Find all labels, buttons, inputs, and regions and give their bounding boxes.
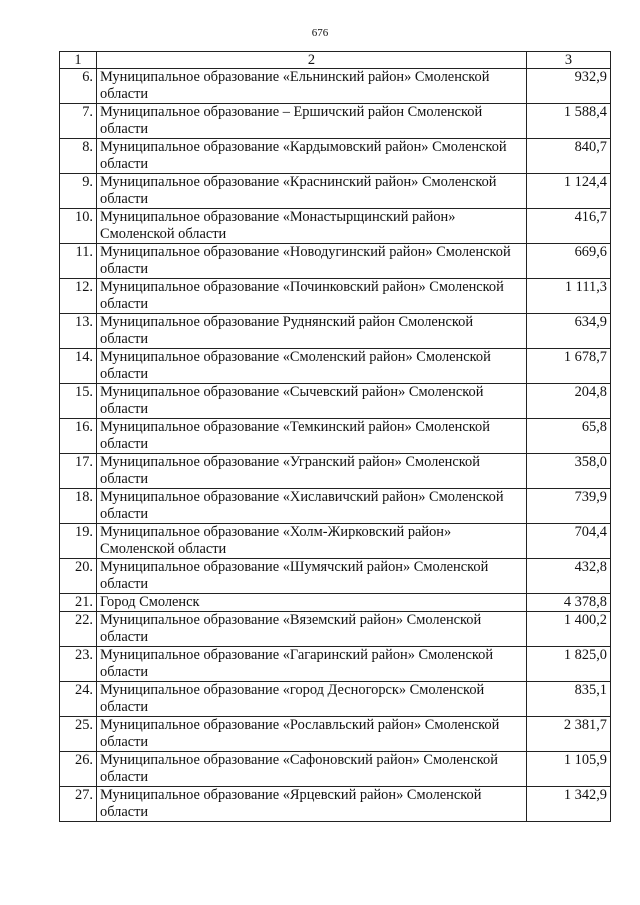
row-number: 25. <box>60 717 97 752</box>
amount-value: 1 400,2 <box>527 612 611 647</box>
table-row <box>60 454 611 489</box>
budget-table <box>59 51 611 822</box>
municipality-name: Муниципальное образование «Рославльский район» Смоленской области <box>97 717 527 752</box>
municipality-name: Муниципальное образование «Темкинский район» Смоленской области <box>97 419 527 454</box>
amount-value: 204,8 <box>527 384 611 419</box>
amount-value: 1 342,9 <box>527 787 611 822</box>
row-number: 8. <box>60 139 97 174</box>
table-row <box>60 174 611 209</box>
table-row <box>60 69 611 104</box>
row-number: 23. <box>60 647 97 682</box>
row-number: 10. <box>60 209 97 244</box>
municipality-name: Муниципальное образование «Угранский район» Смоленской области <box>97 454 527 489</box>
table-row <box>60 139 611 174</box>
table-row <box>60 752 611 787</box>
column-header-1: 1 <box>60 52 97 69</box>
municipality-name: Муниципальное образование Руднянский район Смоленской области <box>97 314 527 349</box>
municipality-name: Муниципальное образование «Новодугинский район» Смоленской области <box>97 244 527 279</box>
table-row <box>60 209 611 244</box>
header-row <box>60 52 611 69</box>
amount-value: 358,0 <box>527 454 611 489</box>
municipality-name: Муниципальное образование «Хиславичский район» Смоленской области <box>97 489 527 524</box>
municipality-name: Муниципальное образование «Монастырщинский район» Смоленской области <box>97 209 527 244</box>
table-row <box>60 279 611 314</box>
amount-value: 2 381,7 <box>527 717 611 752</box>
table-row <box>60 104 611 139</box>
table-row <box>60 314 611 349</box>
municipality-name: Муниципальное образование «Краснинский район» Смоленской области <box>97 174 527 209</box>
row-number: 17. <box>60 454 97 489</box>
municipality-name: Муниципальное образование «Сафоновский район» Смоленской области <box>97 752 527 787</box>
amount-value: 1 825,0 <box>527 647 611 682</box>
municipality-name: Город Смоленск <box>97 594 527 612</box>
table-row <box>60 717 611 752</box>
row-number: 19. <box>60 524 97 559</box>
table-row <box>60 489 611 524</box>
amount-value: 1 678,7 <box>527 349 611 384</box>
municipality-name: Муниципальное образование – Ершичский район Смоленской области <box>97 104 527 139</box>
row-number: 11. <box>60 244 97 279</box>
table-row <box>60 647 611 682</box>
table-row <box>60 244 611 279</box>
row-number: 26. <box>60 752 97 787</box>
municipality-name: Муниципальное образование «Вяземский район» Смоленской области <box>97 612 527 647</box>
table-row <box>60 524 611 559</box>
row-number: 21. <box>60 594 97 612</box>
municipality-name: Муниципальное образование «Починковский район» Смоленской области <box>97 279 527 314</box>
table-row <box>60 419 611 454</box>
municipality-name: Муниципальное образование «Ярцевский район» Смоленской области <box>97 787 527 822</box>
municipality-name: Муниципальное образование «Смоленский район» Смоленской области <box>97 349 527 384</box>
table-row <box>60 682 611 717</box>
row-number: 14. <box>60 349 97 384</box>
amount-value: 669,6 <box>527 244 611 279</box>
municipality-name: Муниципальное образование «Гагаринский район» Смоленской области <box>97 647 527 682</box>
row-number: 7. <box>60 104 97 139</box>
amount-value: 1 111,3 <box>527 279 611 314</box>
table-row <box>60 349 611 384</box>
row-number: 15. <box>60 384 97 419</box>
municipality-name: Муниципальное образование «Ельнинский район» Смоленской области <box>97 69 527 104</box>
amount-value: 416,7 <box>527 209 611 244</box>
row-number: 9. <box>60 174 97 209</box>
table-row <box>60 559 611 594</box>
amount-value: 1 124,4 <box>527 174 611 209</box>
table-row <box>60 612 611 647</box>
amount-value: 4 378,8 <box>527 594 611 612</box>
column-header-2: 2 <box>97 52 527 69</box>
amount-value: 835,1 <box>527 682 611 717</box>
row-number: 12. <box>60 279 97 314</box>
row-number: 24. <box>60 682 97 717</box>
column-header-3: 3 <box>527 52 611 69</box>
amount-value: 634,9 <box>527 314 611 349</box>
amount-value: 704,4 <box>527 524 611 559</box>
table-row <box>60 384 611 419</box>
municipality-name: Муниципальное образование «Сычевский район» Смоленской области <box>97 384 527 419</box>
amount-value: 1 588,4 <box>527 104 611 139</box>
amount-value: 432,8 <box>527 559 611 594</box>
amount-value: 840,7 <box>527 139 611 174</box>
row-number: 6. <box>60 69 97 104</box>
municipality-name: Муниципальное образование «Кардымовский район» Смоленской области <box>97 139 527 174</box>
municipality-name: Муниципальное образование «город Десногорск» Смоленской области <box>97 682 527 717</box>
row-number: 27. <box>60 787 97 822</box>
amount-value: 739,9 <box>527 489 611 524</box>
amount-value: 65,8 <box>527 419 611 454</box>
row-number: 13. <box>60 314 97 349</box>
amount-value: 1 105,9 <box>527 752 611 787</box>
table-row <box>60 787 611 822</box>
row-number: 22. <box>60 612 97 647</box>
table-row <box>60 594 611 612</box>
row-number: 18. <box>60 489 97 524</box>
row-number: 16. <box>60 419 97 454</box>
page-number: 676 <box>311 27 329 39</box>
municipality-name: Муниципальное образование «Холм-Жирковский район» Смоленской области <box>97 524 527 559</box>
amount-value: 932,9 <box>527 69 611 104</box>
row-number: 20. <box>60 559 97 594</box>
municipality-name: Муниципальное образование «Шумячский район» Смоленской области <box>97 559 527 594</box>
